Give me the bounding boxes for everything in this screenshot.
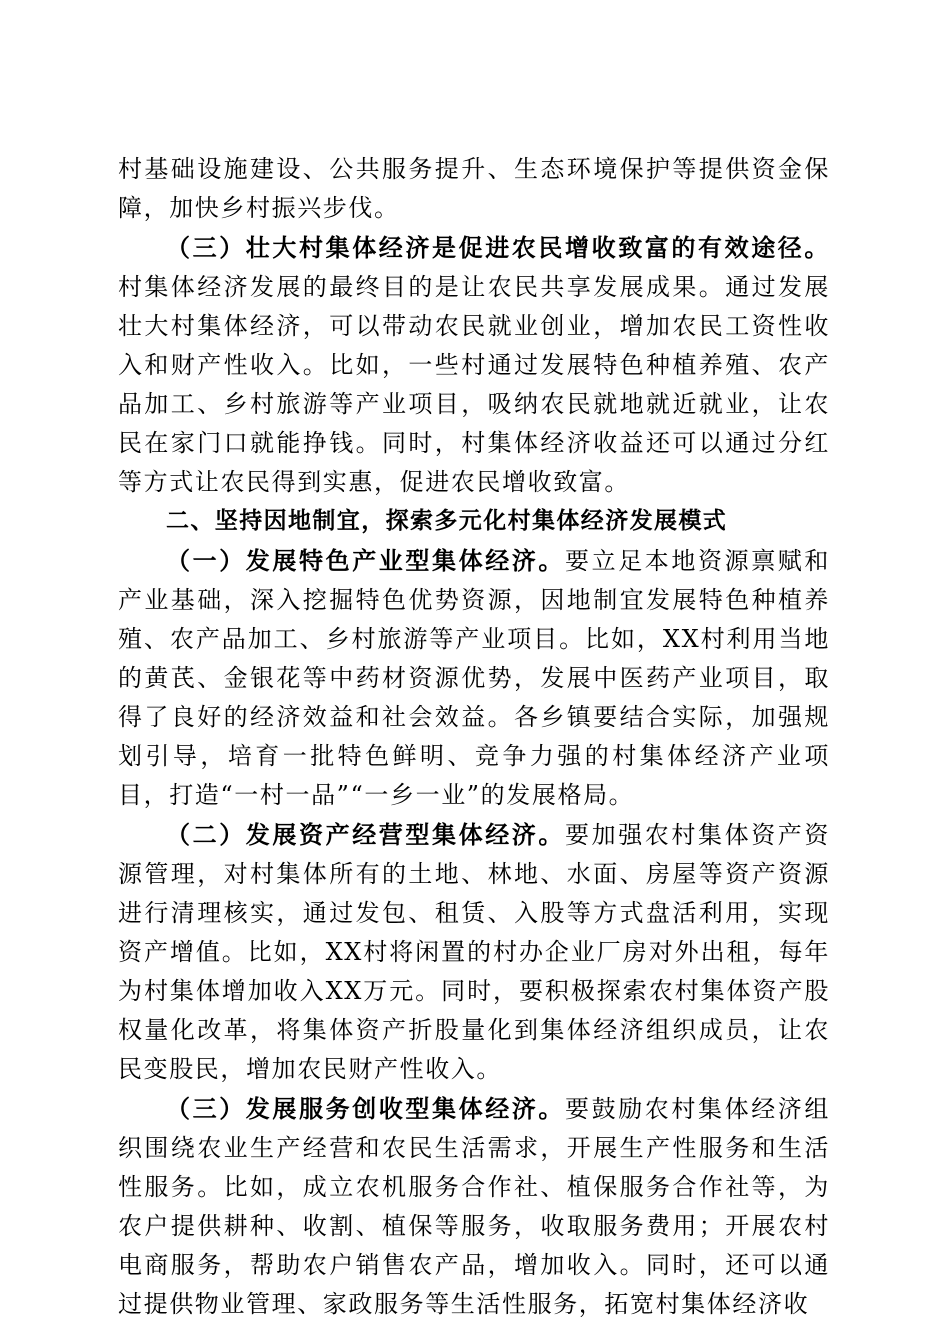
paragraph-text: 要鼓励农村集体经济组织围绕农业生产经营和农民生活需求，开展生产性服务和生活性服务。比如，成立农机服务合作社、植保服务合作社等，为农户提供耕种、收割、植保等服务，收取服务费用；开展农村电商服务，帮助农户销售农产品，增加收入。同时，还可以通过提供物业管理、家政服务等生活性服务，拓宽村集体经济收	[118, 1095, 830, 1318]
paragraph-text: 要立足本地资源禀赋和产业基础，深入挖掘特色优势资源，因地制宜发展特色种植养殖、农产品加工、乡村旅游等产业项目。比如，XX村利用当地的黄芪、金银花等中药材资源优势，发展中医药产业项目，取得了良好的经济效益和社会效益。各乡镇要结合实际，加强规划引导，培育一批特色鲜明、竞争力强的村集体经济产业项目，打造“一村一品”“一乡一业”的发展格局。	[118, 547, 830, 809]
paragraph-subsection-1	[118, 541, 830, 815]
paragraph-section-3	[118, 228, 830, 502]
paragraph-text: 村集体经济发展的最终目的是让农民共享发展成果。通过发展壮大村集体经济，可以带动农民就业创业，增加农民工资性收入和财产性收入。比如，一些村通过发展特色种植养殖、农产品加工、乡村旅游等产业项目，吸纳农民就地就近就业，让农民在家门口就能挣钱。同时，村集体经济收益还可以通过分红等方式让农民得到实惠，促进农民增收致富。	[118, 273, 830, 496]
paragraph-continuation	[118, 150, 830, 228]
paragraph-text: 要加强农村集体资产资源管理，对村集体所有的土地、林地、水面、房屋等资产资源进行清理核实，通过发包、租赁、入股等方式盘活利用，实现资产增值。比如，XX村将闲置的村办企业厂房对外出租，每年为村集体增加收入XX万元。同时，要积极探索农村集体资产股权量化改革，将集体资产折股量化到集体经济组织成员，让农民变股民，增加农民财产性收入。	[118, 821, 830, 1083]
paragraph-lead: （一）发展特色产业型集体经济。	[166, 546, 565, 575]
paragraph-subsection-2	[118, 815, 830, 1089]
paragraph-subsection-3	[118, 1089, 830, 1324]
paragraph-lead: （三）壮大村集体经济是促进农民增收致富的有效途径。	[166, 233, 830, 262]
document-page	[118, 150, 830, 1324]
section-heading-2: 二、坚持因地制宜，探索多元化村集体经济发展模式	[166, 508, 728, 534]
paragraph-lead: （三）发展服务创收型集体经济。	[166, 1094, 565, 1123]
paragraph-text: 村基础设施建设、公共服务提升、生态环境保护等提供资金保障，加快乡村振兴步伐。	[118, 155, 830, 222]
paragraph-lead: （二）发展资产经营型集体经济。	[166, 820, 565, 849]
